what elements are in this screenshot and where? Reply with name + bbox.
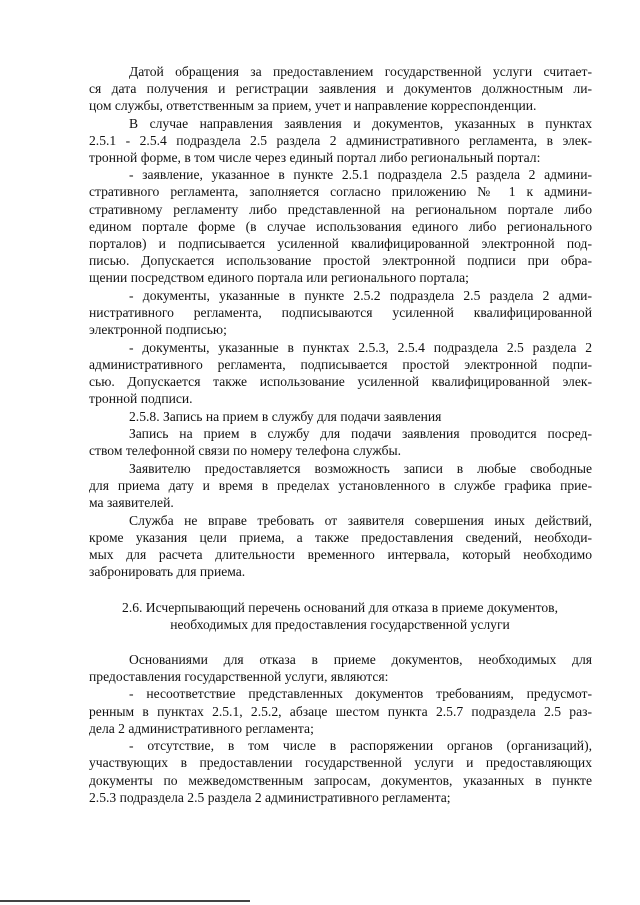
list-item-line: - несоответствие представленных документов требованиям, предусмот- [129, 686, 592, 701]
list-item-line: электронной подписью; [89, 322, 227, 337]
paragraph-line: забронировать для приема. [89, 564, 246, 579]
paragraph-line: предоставления государственной услуги, являются: [89, 669, 389, 684]
paragraph-line: ством телефонной связи по номеру телефона службы. [89, 443, 402, 458]
list-item-line: - документы, указанные в пункте 2.5.2 подраздела 2.5 раздела 2 адми- [129, 288, 592, 303]
list-item-line: порталов) и подписывается усиленной квалифицированной электронной под- [89, 236, 592, 251]
paragraph-line: Запись на прием в службу для подачи заявления проводится посред- [129, 426, 592, 441]
paragraph-line: ма заявителей. [89, 495, 174, 510]
section-title-line: необходимых для предоставления государственной услуги [170, 617, 510, 632]
list-item-line: дела 2 административного регламента; [89, 721, 314, 736]
paragraph-line: Датой обращения за предоставлением государственной услуги считает- [129, 64, 592, 79]
paragraph-line: ся дата получения и регистрации заявления и документов должностным ли- [89, 81, 592, 96]
list-item-line: едином портале форме (в случае использования единого либо регионального [89, 219, 592, 234]
list-item-line: щении посредством единого портала или регионального портала; [89, 270, 469, 285]
list-item-line: участвующих в предоставлении государственной услуги и предоставляющих [89, 755, 592, 770]
section-heading: 2.5.8. Запись на прием в службу для подачи заявления [129, 409, 442, 424]
paragraph-line: цом службы, ответственным за прием, учет и направление корреспонденции. [89, 98, 537, 113]
section-title-line: 2.6. Исчерпывающий перечень оснований для отказа в приеме документов, [122, 600, 558, 615]
list-item-line: - заявление, указанное в пункте 2.5.1 подраздела 2.5 раздела 2 админи- [129, 167, 592, 182]
list-item-line: тронной подписи. [89, 391, 193, 406]
paragraph-line: мых для расчета длительности временного интервала, который необходимо [89, 547, 592, 562]
paragraph-line: кроме указания цели приема, а также предоставления сведений, необходи- [89, 530, 592, 545]
list-item-line: стративному регламенту либо представленной на региональном портале либо [89, 202, 592, 217]
list-item-line: административного регламента, подписывается простой электронной подпи- [89, 357, 592, 372]
paragraph-line: тронной форме, в том числе через единый портал либо региональный портал: [89, 150, 541, 165]
paragraph-line: для приема дату и время в пределах установленного в службе графика прие- [89, 478, 592, 493]
list-item-line: сью. Допускается также использование усиленной квалифицированной элек- [89, 374, 592, 389]
list-item-line: стративного регламента, заполняется согласно приложению № 1 к админи- [89, 184, 592, 199]
footer-rule [0, 900, 250, 902]
list-item-line: - отсутствие, в том числе в распоряжении органов (организаций), [129, 738, 592, 753]
paragraph-line: Заявителю предоставляется возможность записи в любые свободные [129, 461, 592, 476]
paragraph-line: Служба не вправе требовать от заявителя совершения иных действий, [129, 513, 592, 528]
list-item-line: - документы, указанные в пунктах 2.5.3, 2.5.4 подраздела 2.5 раздела 2 [129, 340, 592, 355]
list-item-line: документы по межведомственным запросам, документов, указанных в пункте [89, 773, 592, 788]
list-item-line: нистративного регламента, подписываются усиленной квалифицированной [89, 305, 592, 320]
list-item-line: ренным в пунктах 2.5.1, 2.5.2, абзаце шестом пункта 2.5.7 подраздела 2.5 раз- [89, 704, 592, 719]
paragraph-line: Основаниями для отказа в приеме документов, необходимых для [129, 652, 592, 667]
list-item-line: писью. Допускается использование простой электронной подписи при обра- [89, 253, 592, 268]
paragraph-line: 2.5.1 - 2.5.4 подраздела 2.5 раздела 2 административного регламента, в элек- [89, 133, 592, 148]
paragraph-line: В случае направления заявления и документов, указанных в пунктах [129, 116, 592, 131]
list-item-line: 2.5.3 подраздела 2.5 раздела 2 административного регламента; [89, 790, 451, 805]
